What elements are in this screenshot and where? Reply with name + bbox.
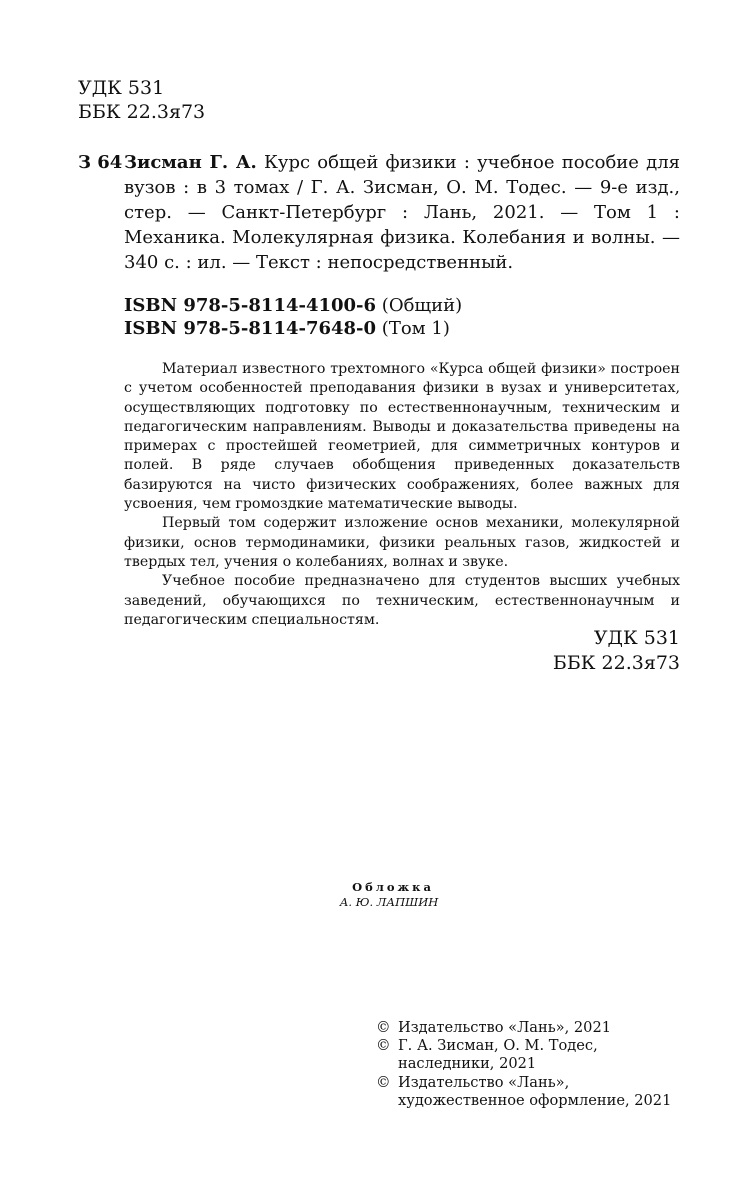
bibliographic-description xyxy=(124,150,680,275)
copyright-holder xyxy=(398,1019,611,1037)
copyright-line: художественное оформление, 2021 xyxy=(398,1091,672,1109)
bibliographic-text: Курс общей физики : учебное пособие для вузов : в 3 томах / Г. А. Зисман, О. М. Тодес. — 9-е изд., стер. — Санкт-Петербург : Лань, 2021. — Том 1 : Механика. Молекулярная физика. Колебания и волны. — 340 с. : ил. — Текст : непосредственный. xyxy=(124,152,680,273)
author-name: Зисман Г. А. xyxy=(124,152,257,173)
copyright-symbol: © xyxy=(376,1073,391,1091)
copyright-line: наследники, 2021 xyxy=(398,1055,537,1073)
bbk-code: ББК 22.3я73 xyxy=(78,101,206,123)
copyright-block xyxy=(376,1019,671,1110)
classification-block-bottom xyxy=(553,626,680,676)
copyright-holder xyxy=(398,1037,598,1073)
isbn-line xyxy=(124,317,462,340)
copyright-item xyxy=(376,1037,671,1073)
udk-code: УДК 531 xyxy=(78,77,165,99)
isbn-note: (Том 1) xyxy=(381,318,450,339)
annotation-paragraph: Учебное пособие предназначено для студентов высших учебных заведений, обучающихся по техническим, естественнонаучным и педагогическим специальностям. xyxy=(124,573,680,628)
copyright-item xyxy=(376,1074,671,1110)
isbn-line xyxy=(124,294,462,317)
copyright-symbol: © xyxy=(376,1019,391,1036)
cover-artist: А. Ю. ЛАПШИН xyxy=(339,895,439,909)
catalog-entry xyxy=(78,150,680,275)
isbn-note: (Общий) xyxy=(381,295,463,316)
cover-label: Обложка xyxy=(352,880,434,894)
copyright-holder xyxy=(398,1074,671,1110)
copyright-line: Издательство «Лань», xyxy=(398,1073,570,1091)
isbn-block xyxy=(124,294,462,340)
copyright-line: Г. А. Зисман, О. М. Тодес, xyxy=(398,1037,598,1055)
isbn-number: ISBN 978-5-8114-7648-0 xyxy=(124,318,377,339)
udk-code: УДК 531 xyxy=(593,627,680,649)
classification-block-top xyxy=(78,76,205,124)
copyright-line: Издательство «Лань», 2021 xyxy=(398,1019,612,1036)
isbn-number: ISBN 978-5-8114-4100-6 xyxy=(124,295,377,316)
bbk-code: ББК 22.3я73 xyxy=(552,652,680,674)
annotation xyxy=(124,360,680,630)
annotation-paragraph: Первый том содержит изложение основ механики, молекулярной физики, основ термодинамики, физики реальных газов, жидкостей и твердых тел, учения о колебаниях, волнах и звуке. xyxy=(124,515,680,570)
copyright-item xyxy=(376,1019,671,1037)
copyright-symbol: © xyxy=(376,1037,391,1055)
author-sign: З 64 xyxy=(78,152,123,173)
annotation-paragraph: Материал известного трехтомного «Курса общей физики» построен с учетом особенностей преподавания физики в вузах и университетах, осуществляющих подготовку по естественнонаучным, техническим и педагогическим направлениям. Выводы и доказательства приведены на примерах с простейшей геометрией, для симметричных контуров и полей. В ряде случаев обобщения приведенных доказательств базируются на чисто физических соображениях, более важных для усвоения, чем громоздкие математические выводы. xyxy=(124,361,680,513)
cover-credit xyxy=(0,880,756,910)
